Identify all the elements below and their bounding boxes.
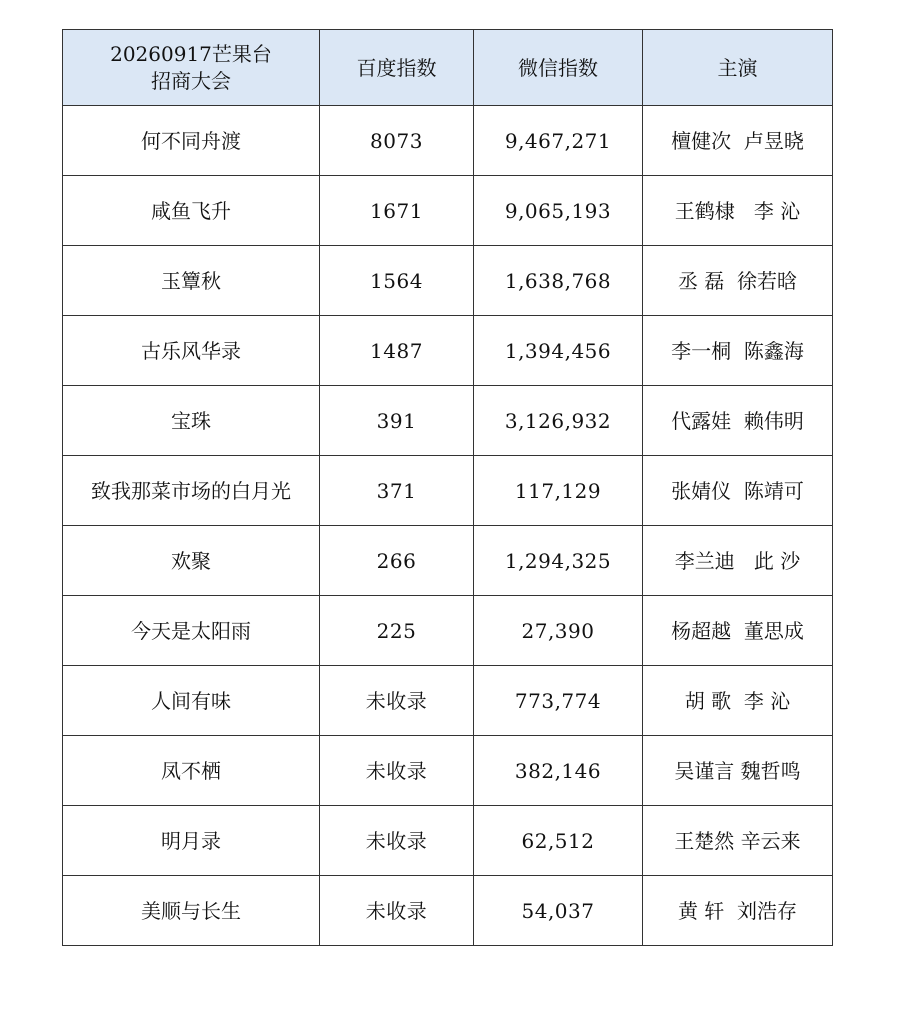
- baidu-index-cell: 8073: [320, 106, 474, 176]
- table-row: [63, 386, 833, 456]
- baidu-index-cell: 266: [320, 526, 474, 596]
- wechat-index-cell: 117,129: [474, 456, 643, 526]
- baidu-index-cell: 1564: [320, 246, 474, 316]
- cast-cell: 杨超越 董思成: [643, 596, 833, 666]
- drama-name-cell: 古乐风华录: [63, 316, 320, 386]
- table-row: [63, 246, 833, 316]
- wechat-index-cell: 382,146: [474, 736, 643, 806]
- drama-name-cell: 咸鱼飞升: [63, 176, 320, 246]
- wechat-index-cell: 62,512: [474, 806, 643, 876]
- drama-index-table: [62, 29, 833, 946]
- wechat-index-cell: 9,467,271: [474, 106, 643, 176]
- cast-cell: 王楚然 辛云来: [643, 806, 833, 876]
- cast-cell: 王鹤棣 李 沁: [643, 176, 833, 246]
- drama-name-cell: 人间有味: [63, 666, 320, 736]
- wechat-index-cell: 54,037: [474, 876, 643, 946]
- wechat-index-cell: 1,638,768: [474, 246, 643, 316]
- wechat-index-cell: 773,774: [474, 666, 643, 736]
- drama-name-cell: 美顺与长生: [63, 876, 320, 946]
- table-body: [63, 106, 833, 946]
- baidu-index-cell: 391: [320, 386, 474, 456]
- table-row: [63, 666, 833, 736]
- cast-cell: 李一桐 陈鑫海: [643, 316, 833, 386]
- table-row: [63, 736, 833, 806]
- baidu-index-cell: 未收录: [320, 666, 474, 736]
- table-row: [63, 106, 833, 176]
- cast-cell: 代露娃 赖伟明: [643, 386, 833, 456]
- table-row: [63, 596, 833, 666]
- wechat-index-cell: 27,390: [474, 596, 643, 666]
- baidu-index-cell: 未收录: [320, 876, 474, 946]
- table-row: [63, 176, 833, 246]
- drama-name-cell: 今天是太阳雨: [63, 596, 320, 666]
- drama-name-cell: 凤不栖: [63, 736, 320, 806]
- drama-name-cell: 致我那菜市场的白月光: [63, 456, 320, 526]
- cast-cell: 胡 歌 李 沁: [643, 666, 833, 736]
- baidu-index-cell: 未收录: [320, 736, 474, 806]
- index-table-container: [62, 29, 833, 946]
- header-baidu-index: 百度指数: [320, 30, 474, 106]
- table-row: [63, 876, 833, 946]
- baidu-index-cell: 1487: [320, 316, 474, 386]
- cast-cell: 吴谨言 魏哲鸣: [643, 736, 833, 806]
- table-row: [63, 316, 833, 386]
- wechat-index-cell: 1,294,325: [474, 526, 643, 596]
- cast-cell: 丞 磊 徐若晗: [643, 246, 833, 316]
- wechat-index-cell: 1,394,456: [474, 316, 643, 386]
- header-row: [63, 30, 833, 106]
- baidu-index-cell: 225: [320, 596, 474, 666]
- cast-cell: 檀健次 卢昱晓: [643, 106, 833, 176]
- baidu-index-cell: 371: [320, 456, 474, 526]
- cast-cell: 张婧仪 陈靖可: [643, 456, 833, 526]
- table-row: [63, 456, 833, 526]
- table-row: [63, 806, 833, 876]
- cast-cell: 黄 轩 刘浩存: [643, 876, 833, 946]
- wechat-index-cell: 3,126,932: [474, 386, 643, 456]
- baidu-index-cell: 未收录: [320, 806, 474, 876]
- header-title-line2: 招商大会: [151, 68, 231, 93]
- table-header: [63, 30, 833, 106]
- cast-cell: 李兰迪 此 沙: [643, 526, 833, 596]
- header-wechat-index: 微信指数: [474, 30, 643, 106]
- table-row: [63, 526, 833, 596]
- header-cast: 主演: [643, 30, 833, 106]
- header-title-line1: 20260917芒果台: [110, 41, 272, 66]
- drama-name-cell: 玉簟秋: [63, 246, 320, 316]
- drama-name-cell: 明月录: [63, 806, 320, 876]
- baidu-index-cell: 1671: [320, 176, 474, 246]
- header-title-cell: [63, 30, 320, 106]
- drama-name-cell: 欢聚: [63, 526, 320, 596]
- wechat-index-cell: 9,065,193: [474, 176, 643, 246]
- drama-name-cell: 何不同舟渡: [63, 106, 320, 176]
- drama-name-cell: 宝珠: [63, 386, 320, 456]
